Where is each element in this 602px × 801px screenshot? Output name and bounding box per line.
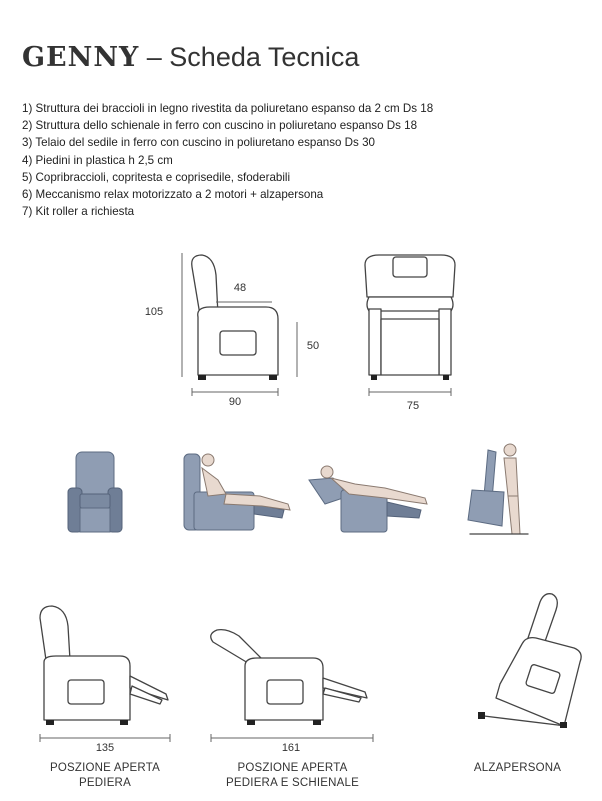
dim-depth: 90 (228, 396, 242, 408)
spec-item: 1) Struttura dei braccioli in legno rivestita da poliuretano espanso da 2 cm Ds 18 (22, 102, 434, 115)
full-recline-person-photo (305, 458, 435, 538)
caption-line: POSZIONE APERTA (50, 762, 160, 774)
position-footrest-backrest-drawing (205, 620, 380, 750)
page-subtitle: – Scheda Tecnica (139, 42, 360, 72)
position-lift-drawing (470, 588, 595, 733)
caption-position-3 (455, 761, 580, 776)
caption-line: PEDIERA E SCHIENALE (226, 777, 359, 789)
armchair-front-photo (60, 448, 130, 538)
spec-item: 3) Telaio del sedile in ferro con cuscino in poliuretano espanso Ds 30 (22, 136, 375, 150)
position-footrest-drawing (30, 600, 180, 750)
dim-width: 75 (406, 400, 420, 412)
product-name: GENNY (22, 42, 140, 73)
side-view-drawing (170, 245, 340, 415)
caption-line: ALZAPERSONA (473, 762, 562, 774)
caption-line: POSZIONE APERTA (237, 762, 348, 774)
dim-position-1: 135 (95, 742, 115, 754)
spec-item: 2) Struttura dello schienale in ferro con cuscino in poliuretano espanso Ds 18 (22, 119, 418, 133)
caption-position-1 (30, 761, 180, 791)
spec-item: 7) Kit roller a richiesta (22, 205, 135, 219)
reclined-person-photo (178, 440, 303, 535)
caption-line: PEDIERA (79, 777, 131, 789)
spec-item: 4) Piedini in plastica h 2,5 cm (22, 153, 173, 167)
dim-height: 105 (144, 306, 164, 318)
spec-item: 5) Copribraccioli, copritesta e coprisedile, sfoderabili (22, 170, 291, 184)
spec-item: 6) Meccanismo relax motorizzato a 2 motori + alzapersona (22, 188, 324, 202)
dim-position-2: 161 (281, 742, 301, 754)
page-title (22, 42, 359, 73)
dim-seat-height: 50 (306, 340, 320, 352)
lift-person-photo (462, 440, 532, 540)
front-view-drawing (355, 245, 465, 405)
dim-seat-depth: 48 (233, 282, 247, 294)
caption-position-2 (205, 761, 380, 791)
spec-list (22, 100, 433, 220)
